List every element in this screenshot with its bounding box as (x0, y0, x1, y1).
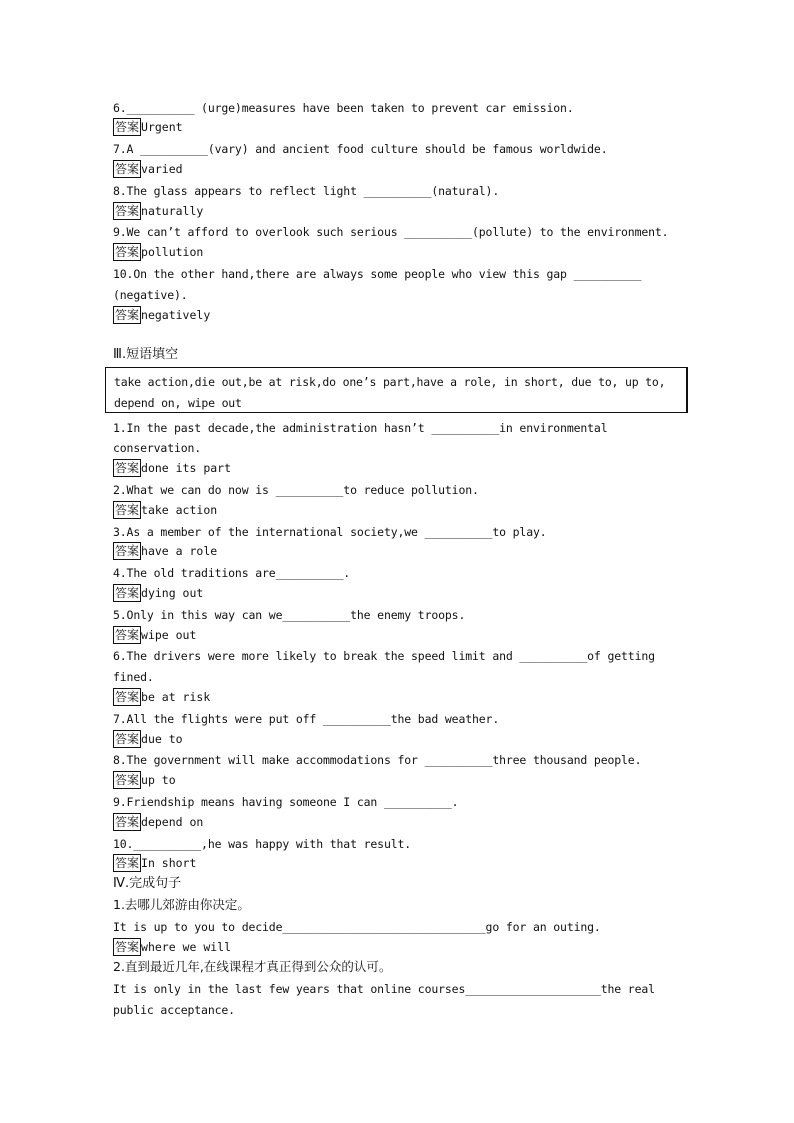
s4-answer-row-1 (113, 938, 231, 956)
answer-badge: 答案 (115, 461, 140, 475)
answer-badge: 答案 (115, 245, 140, 259)
s3-question-6-line1: 6.The drivers were more likely to break the speed limit and __________of getting (113, 649, 655, 663)
s3-question-1-line2: conservation. (113, 441, 202, 455)
section-3-heading: Ⅲ.短语填空 (113, 347, 179, 362)
phrase-box-line-1: take action,die out,be at risk,do one’s part,have a role, in short, due to, up to, (114, 375, 666, 389)
s3-question-2: 2.What we can do now is __________to reduce pollution. (113, 483, 479, 497)
answer-text: dying out (141, 586, 204, 600)
s3-question-9: 9.Friendship means having someone I can __________. (113, 795, 459, 809)
answer-badge: 答案 (115, 732, 140, 746)
answer-text: wipe out (141, 628, 197, 642)
answer-row-9 (113, 243, 203, 261)
s3-answer-row-9 (113, 813, 203, 831)
s3-question-1-line1: 1.In the past decade,the administration hasn’t __________in environmental (113, 421, 608, 435)
answer-text: negatively (141, 308, 211, 322)
answer-badge: 答案 (115, 308, 140, 322)
answer-badge: 答案 (115, 940, 140, 954)
answer-badge: 答案 (115, 162, 140, 176)
answer-text: depend on (141, 815, 204, 829)
s3-answer-row-6 (113, 688, 210, 706)
answer-badge: 答案 (115, 690, 140, 704)
s3-question-3: 3.As a member of the international society,we __________to play. (113, 525, 547, 539)
s3-question-6-line2: fined. (113, 670, 154, 684)
answer-badge: 答案 (115, 856, 140, 870)
answer-row-7 (113, 160, 183, 178)
answer-row-6 (113, 118, 183, 136)
s4-question-1-en: It is up to you to decide______________________________go for an outing. (113, 920, 601, 934)
phrase-box (105, 367, 688, 413)
answer-badge: 答案 (115, 586, 140, 600)
question-10-line1: 10.On the other hand,there are always some people who view this gap __________ (113, 267, 642, 281)
answer-row-8 (113, 202, 203, 220)
s3-question-4: 4.The old traditions are__________. (113, 566, 351, 580)
section-4-heading: Ⅳ.完成句子 (113, 876, 182, 891)
answer-text: up to (141, 773, 176, 787)
s3-answer-row-10 (113, 854, 196, 872)
s3-question-7: 7.All the flights were put off __________the bad weather. (113, 712, 500, 726)
answer-row-10 (113, 306, 210, 324)
s3-question-8: 8.The government will make accommodations for __________three thousand people. (113, 753, 642, 767)
answer-text: where we will (141, 940, 232, 954)
s3-answer-row-3 (113, 542, 217, 560)
answer-text: pollution (141, 245, 204, 259)
answer-text: done its part (141, 461, 232, 475)
s3-question-10: 10.__________,he was happy with that result. (113, 837, 412, 851)
answer-text: Urgent (141, 120, 183, 134)
answer-text: take action (141, 503, 218, 517)
answer-text: varied (141, 162, 183, 176)
question-10-line2: (negative). (113, 288, 188, 302)
phrase-box-line-2: depend on, wipe out (114, 396, 242, 410)
answer-badge: 答案 (115, 120, 140, 134)
s4-question-1-zh: 1.去哪儿郊游由你决定。 (113, 897, 250, 912)
answer-badge: 答案 (115, 628, 140, 642)
question-8: 8.The glass appears to reflect light __________(natural). (113, 184, 500, 198)
s4-question-2-en-line1: It is only in the last few years that online courses____________________the real (113, 982, 655, 996)
question-7: 7.A __________(vary) and ancient food culture should be famous worldwide. (113, 142, 608, 156)
s3-answer-row-4 (113, 584, 203, 602)
answer-text: due to (141, 732, 183, 746)
answer-text: naturally (141, 204, 204, 218)
s3-answer-row-7 (113, 730, 183, 748)
answer-badge: 答案 (115, 815, 140, 829)
question-6: 6.__________ (urge)measures have been taken to prevent car emission. (113, 101, 574, 115)
s3-answer-row-8 (113, 771, 176, 789)
s3-answer-row-2 (113, 501, 217, 519)
s4-question-2-en-line2: public acceptance. (113, 1003, 235, 1017)
s3-answer-row-5 (113, 626, 196, 644)
question-9: 9.We can’t afford to overlook such serious __________(pollute) to the environment. (113, 225, 669, 239)
answer-badge: 答案 (115, 204, 140, 218)
answer-badge: 答案 (115, 773, 140, 787)
s3-question-5: 5.Only in this way can we__________the enemy troops. (113, 608, 466, 622)
s3-answer-row-1 (113, 459, 231, 477)
answer-text: In short (141, 856, 197, 870)
answer-text: have a role (141, 544, 218, 558)
answer-text: be at risk (141, 690, 211, 704)
answer-badge: 答案 (115, 503, 140, 517)
s4-question-2-zh: 2.直到最近几年,在线课程才真正得到公众的认可。 (113, 959, 392, 974)
answer-badge: 答案 (115, 544, 140, 558)
